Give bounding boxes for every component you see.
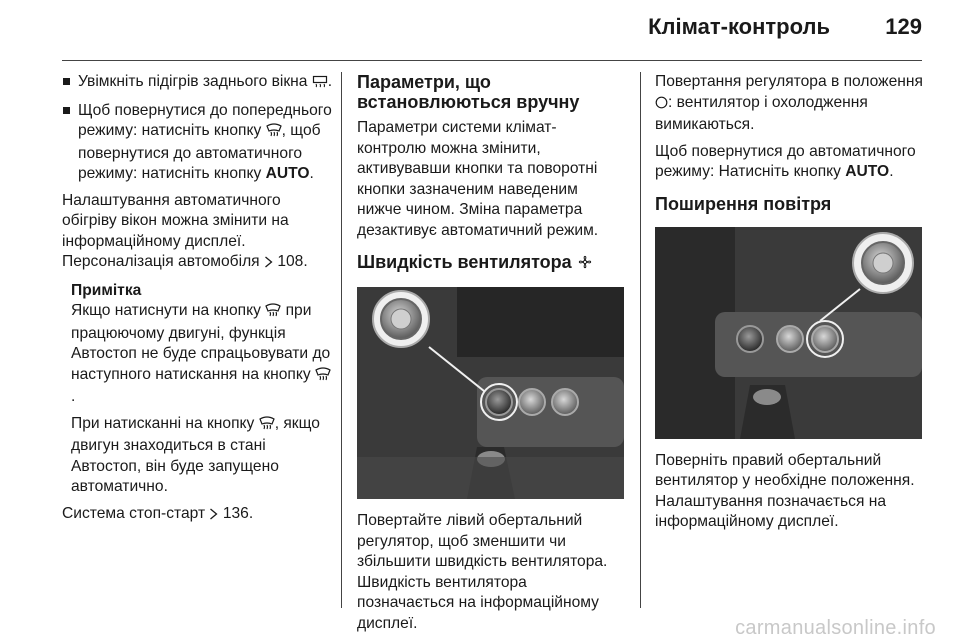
paragraph-text: Система стоп-старт (62, 504, 206, 522)
bullet-tail: . (327, 73, 333, 90)
paragraph-tail: . (889, 163, 894, 180)
column-3 (655, 72, 923, 539)
note-text: Якщо натиснути на кнопку (71, 302, 261, 319)
paragraph (62, 504, 334, 527)
windscreen-defrost-icon (259, 416, 275, 437)
paragraph (62, 191, 334, 275)
windscreen-defrost-icon (315, 367, 331, 388)
reference-arrow-icon (209, 506, 218, 527)
photo-caption: Повертайте лівий обертальний регулятор, щоб зменшити чи збільшити швидкість вентилятора. Швидкість вентилятора позначається на інформаційному дисплеї. (357, 512, 608, 632)
watermark: carmanualsonline.info (735, 617, 936, 639)
page-title: Клімат-контроль (648, 14, 830, 39)
note-block (62, 281, 334, 498)
paragraph (655, 142, 923, 183)
paragraph (655, 72, 923, 136)
bullet-text: Щоб повернутися до попереднього режиму: натисніть кнопку (78, 101, 332, 139)
bullet-text: Увімкніть підігрів заднього вікна (78, 73, 308, 90)
paragraph-text: : вентилятор і охолодження вимикаються. (655, 93, 868, 133)
windscreen-defrost-icon (265, 303, 281, 324)
note-paragraph (71, 301, 334, 408)
note-text: При натисканні на кнопку (71, 414, 255, 432)
climate-control-photo (357, 287, 624, 499)
rear-window-defrost-icon (312, 74, 328, 95)
subsection-heading: Поширення повітря (655, 193, 832, 214)
note-tail: . (71, 388, 76, 405)
paragraph-text: Повертання регулятора в положення (655, 73, 923, 90)
page-reference[interactable]: 136. (222, 504, 254, 522)
bullet-previous-mode (62, 101, 334, 185)
auto-label: AUTO (845, 163, 890, 180)
photo-caption: Поверніть правий обертальний вентилятор у необхідне положення. Налаштування позначається на інформаційному дисплеї. (655, 451, 915, 530)
column-divider (640, 72, 641, 608)
dashboard-illustration (357, 287, 624, 499)
paragraph-text: Щоб повернутися до автоматичного режиму: Натисніть кнопку (655, 142, 916, 180)
reference-arrow-icon (264, 254, 273, 275)
page-number: 129 (885, 14, 922, 39)
bullet-tail: . (309, 165, 314, 182)
subsection-heading (357, 251, 625, 275)
note-paragraph (71, 414, 334, 498)
dashboard-illustration (655, 227, 922, 439)
paragraph: Параметри системи клімат-контролю можна змінити, активувавши кнопки та поворотні кнопки зазначеним наведеним нижче чином. Зміна параметра дезактивує автоматичний режим. (357, 119, 599, 239)
bullet-marker (63, 107, 70, 114)
bullet-text: , щоб повернутися до автоматичного режиму: натисніть кнопку (78, 122, 321, 182)
column-divider (341, 72, 342, 608)
column-1 (62, 72, 334, 532)
fan-icon (577, 253, 593, 275)
bullet-rear-window (62, 72, 334, 95)
header-rule (62, 60, 922, 61)
column-2 (357, 72, 625, 640)
windscreen-defrost-icon (266, 123, 282, 144)
bullet-marker (63, 78, 70, 85)
subsection-heading-text: Швидкість вентилятора (357, 252, 572, 272)
auto-label: AUTO (265, 165, 310, 182)
section-heading: Параметри, що встановлюються вручну (357, 72, 580, 112)
note-heading: Примітка (71, 281, 142, 299)
note-text: , якщо двигун знаходиться в стані Автостоп, він буде запущено автоматично. (71, 414, 320, 495)
off-circle-icon (655, 95, 668, 116)
note-text: при працюючому двигуні, функція Автостоп не буде спрацьовувати до наступного натискання на кнопку (71, 302, 331, 383)
paragraph-text: Налаштування автоматичного обігріву вікон можна змінити на інформаційному дисплеї. Персоналізація автомобіля (62, 191, 289, 270)
page-reference[interactable]: 108. (277, 253, 308, 270)
air-distribution-photo (655, 227, 922, 439)
